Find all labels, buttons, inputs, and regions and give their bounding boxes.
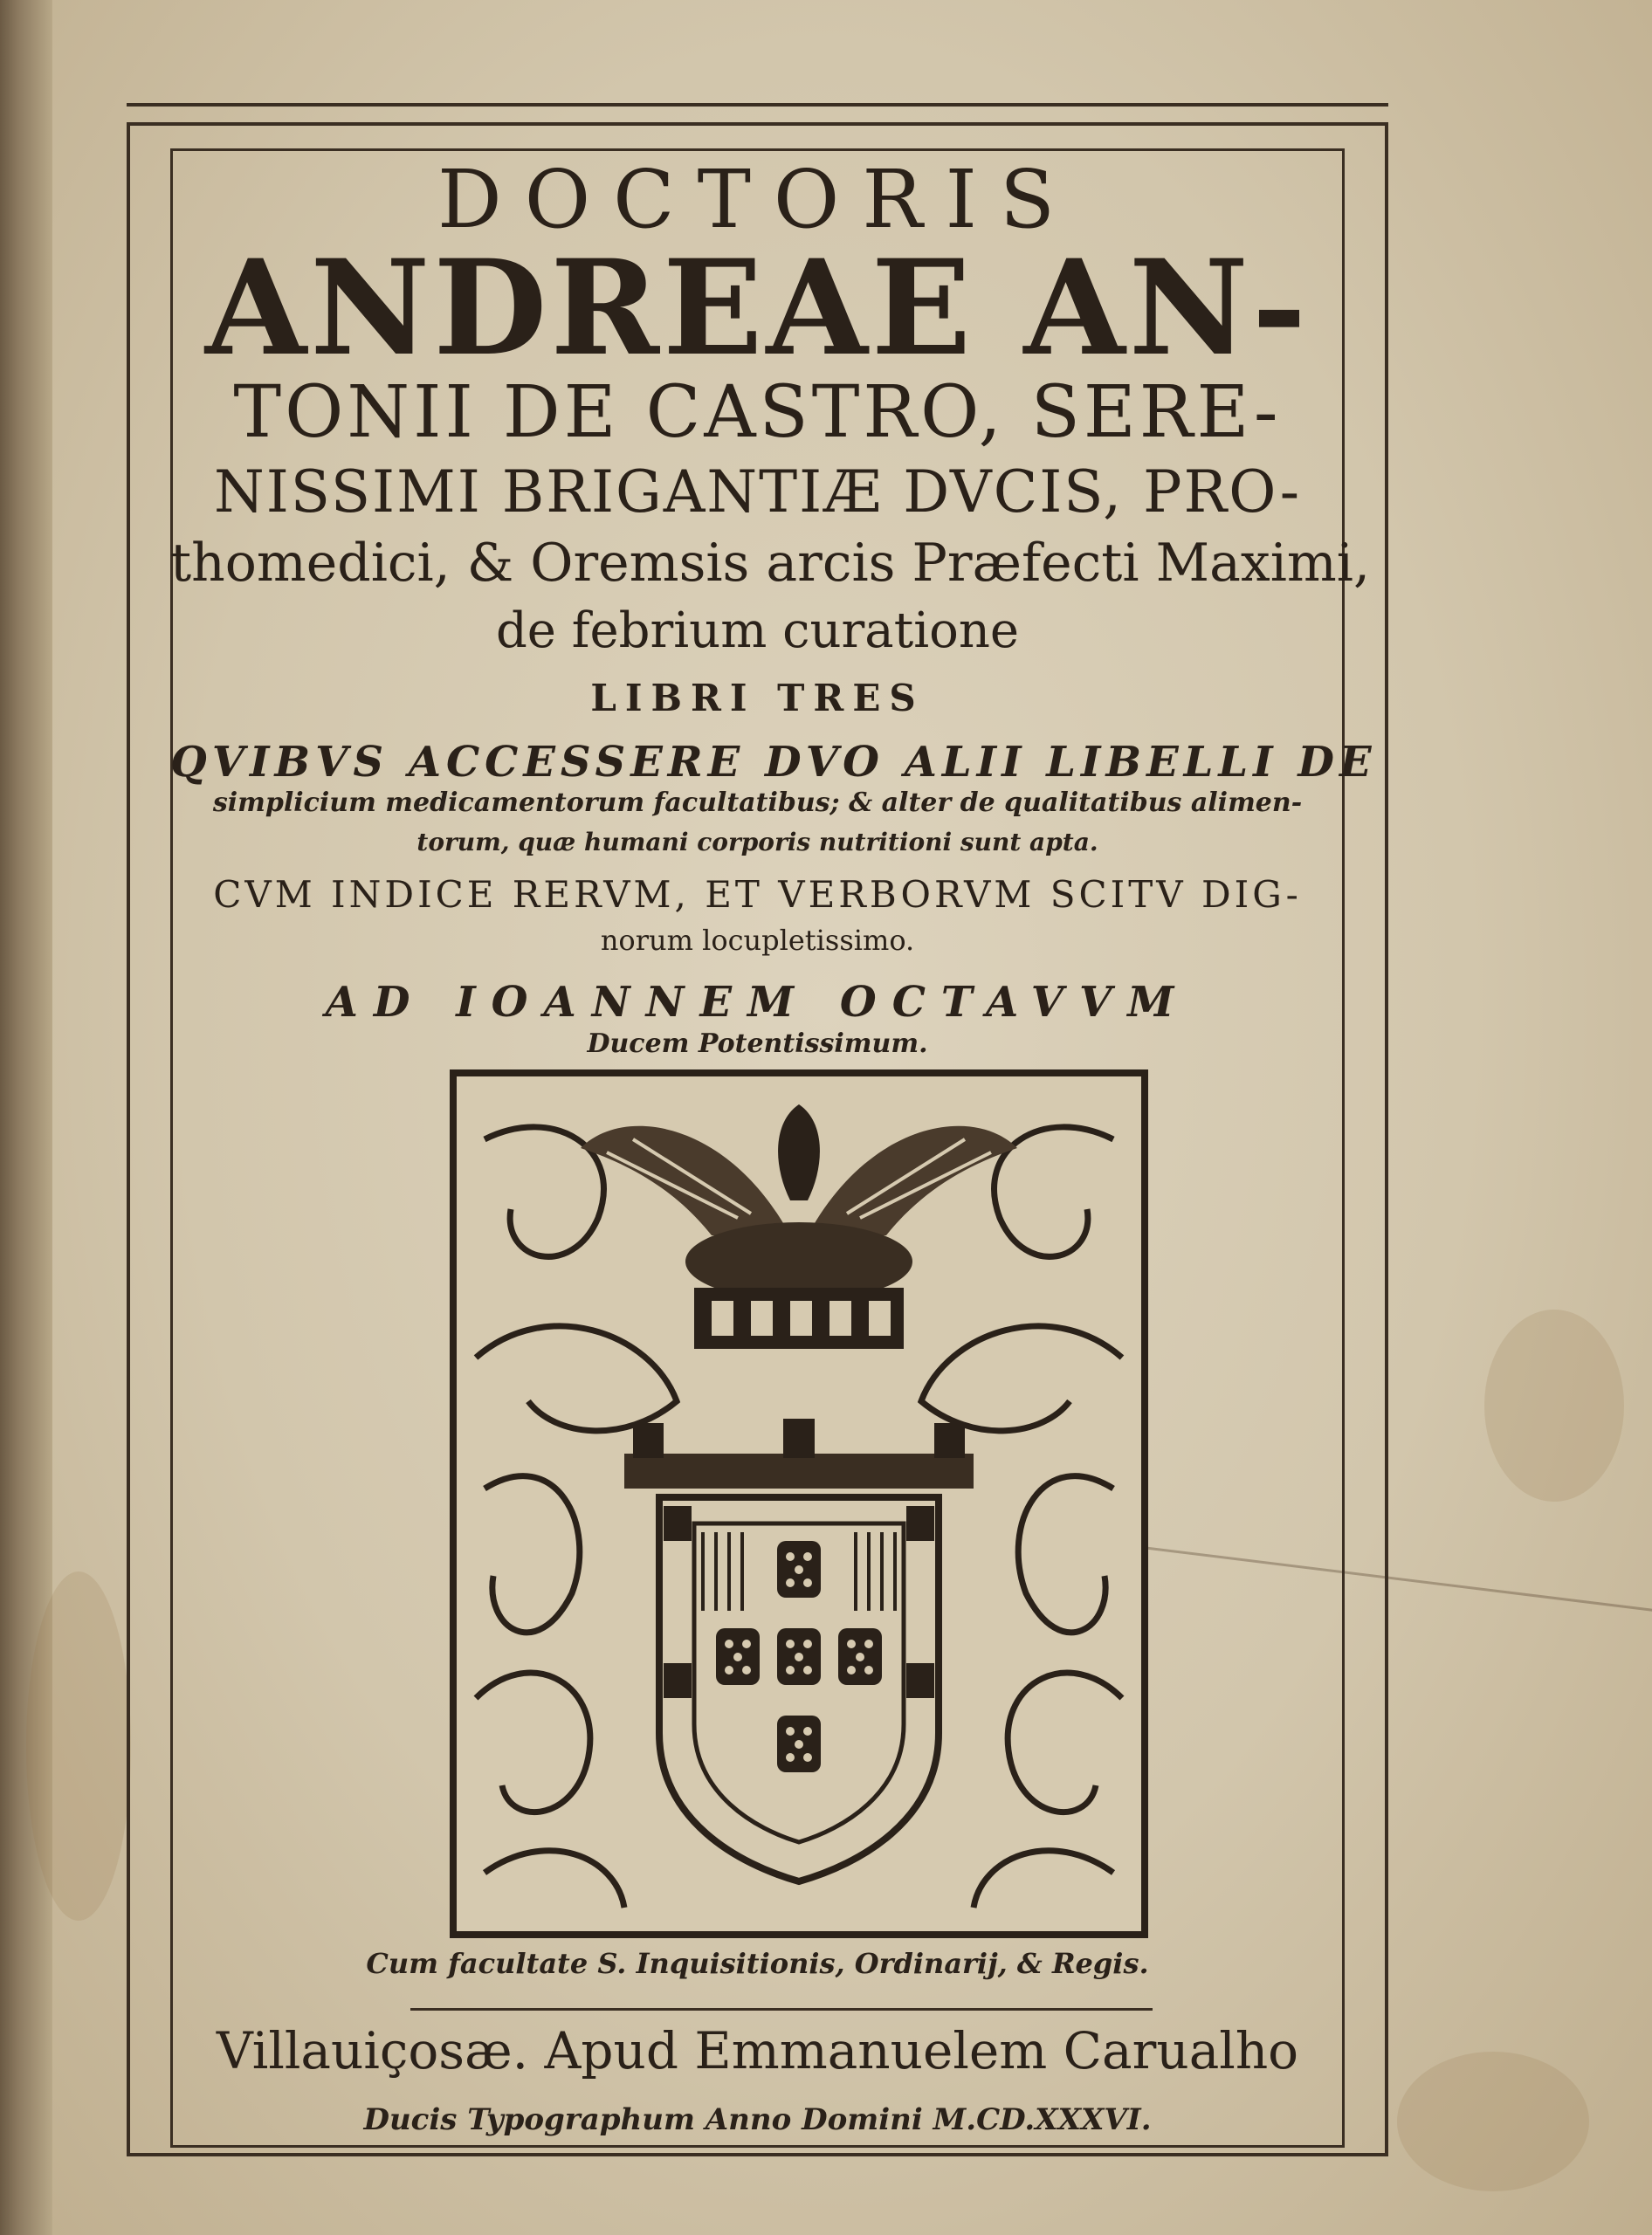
title-line-author-last: TONII DE CASTRO, SERE- (233, 371, 1282, 454)
paper-stain (1484, 1310, 1624, 1502)
coat-of-arms-woodcut (450, 1069, 1148, 1938)
imprint-line: Villauiçosæ. Apud Emmanuelem Carualho (216, 2021, 1299, 2080)
title-line-author-first: ANDREAE AN- (204, 231, 1311, 385)
imprint-date-line: Ducis Typographum Anno Domini M.CD.XXXVI. (363, 2102, 1152, 2137)
title-line-duke: NISSIMI BRIGANTIÆ DVCIS, PRO- (213, 458, 1302, 526)
title-line-locupletissimo: norum locupletissimo. (600, 924, 915, 957)
title-line-subject: de febrium curatione (495, 602, 1020, 659)
title-line-libri-tres: LIBRI TRES (590, 677, 925, 719)
top-rule (127, 103, 1388, 107)
title-line-indice: CVM INDICE RERVM, ET VERBORVM SCITV DIG- (213, 873, 1302, 916)
paper-stain (26, 1571, 131, 1921)
title-line-torum: torum, quæ humani corporis nutritioni sunt apta. (416, 828, 1098, 856)
paper-stain (1397, 2052, 1589, 2191)
title-line-office: thomedici, & Oremsis arcis Præfecti Maximi, (170, 533, 1371, 594)
imprint-rule (410, 2008, 1153, 2011)
title-line-doctoris: DOCTORIS (437, 153, 1077, 246)
dedication-line: AD IOANNEM OCTAVVM (325, 978, 1190, 1027)
license-line: Cum facultate S. Inquisitionis, Ordinarij, & Regis. (366, 1947, 1149, 1980)
dedication-subline: Ducem Potentissimum. (587, 1028, 928, 1059)
book-spine-edge (0, 0, 52, 2235)
title-line-accessere: QVIBVS ACCESSERE DVO ALII LIBELLI DE (170, 738, 1377, 787)
title-line-simplicium: simplicium medicamentorum facultatibus; & alter de qualitatibus alimen- (212, 787, 1303, 818)
